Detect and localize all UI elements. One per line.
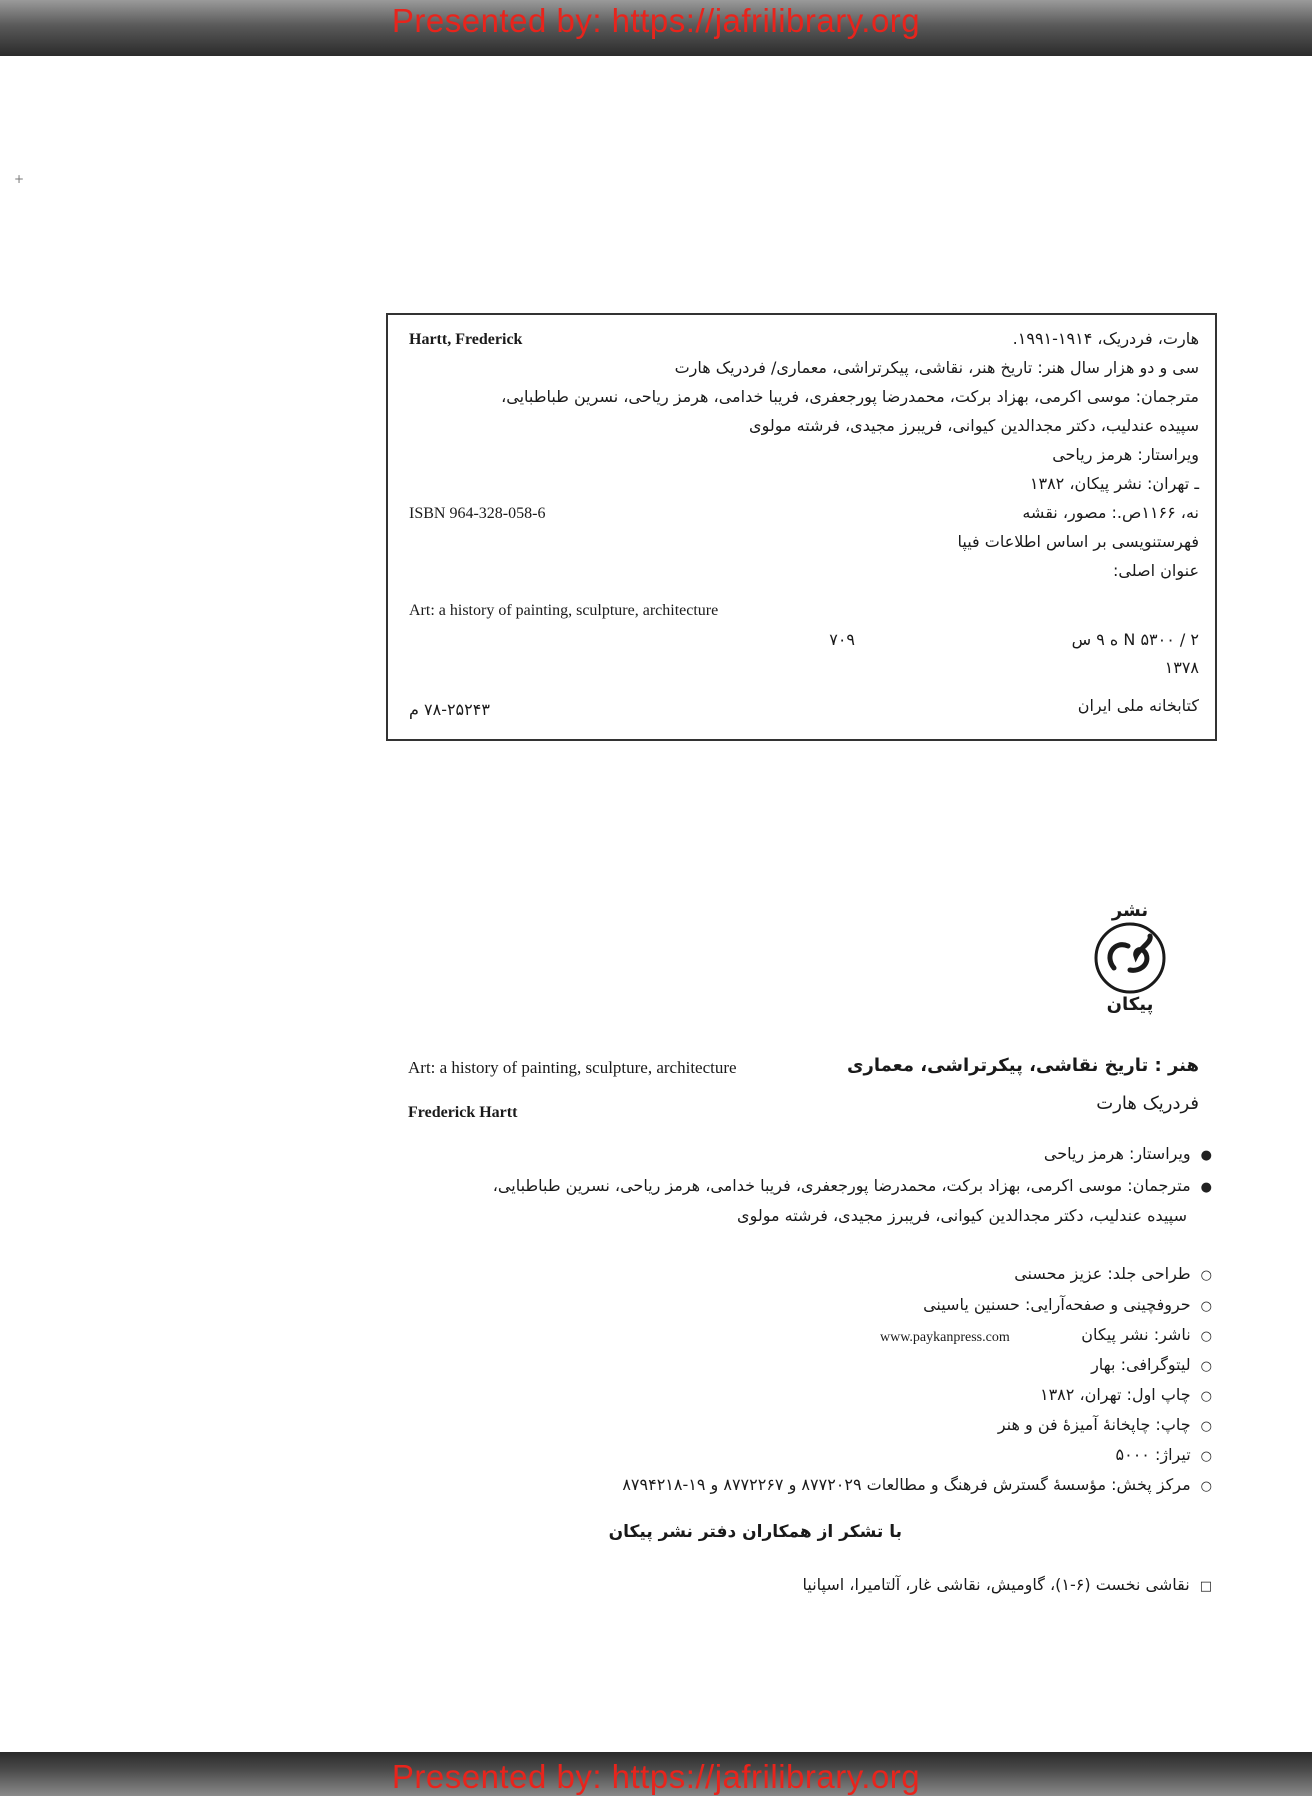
- catalog-editor: ویراستار: هرمز ریاحی: [1052, 445, 1199, 464]
- publisher-logo: [1070, 896, 1190, 1016]
- catalog-record-number: ۷۸-۲۵۲۴۳ م: [409, 700, 490, 719]
- catalog-class-number: N ۵۳۰۰ / ۲ ه ۹ س: [1071, 630, 1199, 649]
- credit-text: طراحی جلد: عزیز محسنی: [1014, 1264, 1191, 1283]
- catalog-year: ۱۳۷۸: [1164, 658, 1199, 677]
- catalog-original-title: Art: a history of painting, sculpture, architecture: [409, 602, 719, 619]
- bullet-open-icon: ○: [1200, 1479, 1212, 1494]
- bullet-filled-icon: ●: [1200, 1180, 1212, 1195]
- credit-row: [923, 1295, 1212, 1314]
- catalog-title-fa: سی و دو هزار سال هنر: تاریخ هنر، نقاشی، پیکرتراشی، معماری/ فردریک هارت: [674, 358, 1199, 377]
- catalog-fipa: فهرستنویسی بر اساس اطلاعات فیپا: [957, 532, 1199, 551]
- watermark-top[interactable]: Presented by: https://jafrilibrary.org: [391, 2, 921, 39]
- credit-text: لیتوگرافی: بهار: [1091, 1355, 1191, 1374]
- catalog-author-fa: هارت، فردریک، ۱۹۱۴-۱۹۹۱.: [1012, 329, 1199, 348]
- colophon-author-en: Frederick Hartt: [408, 1104, 518, 1121]
- colophon-translators-row: [493, 1176, 1212, 1195]
- bullet-open-icon: ○: [1200, 1449, 1212, 1464]
- catalog-translators-2: سپیده عندلیب، دکتر مجدالدین کیوانی، فریبرز مجیدی، فرشته مولوی: [749, 416, 1199, 435]
- catalog-pages: نه، ۱۱۶۶ص.: مصور، نقشه: [1022, 503, 1199, 522]
- watermark-bottom[interactable]: Presented by: https://jafrilibrary.org: [391, 1758, 921, 1795]
- colophon-translators-2: سپیده عندلیب، دکتر مجدالدین کیوانی، فریبرز مجیدی، فرشته مولوی: [737, 1206, 1187, 1225]
- catalog-imprint: ـ تهران: نشر پیکان، ۱۳۸۲: [1029, 474, 1199, 493]
- colophon-title-en: [408, 1058, 737, 1078]
- catalog-author-en: Hartt, Frederick: [409, 331, 523, 348]
- credit-row: [1014, 1264, 1212, 1283]
- credit-text: ناشر: نشر پیکان: [1081, 1325, 1191, 1344]
- bullet-filled-icon: ●: [1200, 1148, 1212, 1163]
- logo-text-bottom: پیکان: [1106, 994, 1154, 1015]
- logo-text-top: نشر: [1111, 900, 1149, 921]
- publisher-website[interactable]: www.paykanpress.com: [880, 1330, 1010, 1345]
- credit-text: چاپ: چاپخانهٔ آمیزهٔ فن و هنر: [997, 1415, 1191, 1434]
- publisher-logo-mark: [1070, 896, 1190, 1016]
- colophon-translators-1: مترجمان: موسی اکرمی، بهزاد برکت، محمدرضا پورجعفری، فریبا خدامی، هرمز ریاحی، نسرین طباطبایی،: [492, 1176, 1191, 1195]
- bullet-open-icon: ○: [1200, 1329, 1212, 1344]
- credit-text: تیراژ: ۵۰۰۰: [1115, 1445, 1191, 1464]
- catalog-original-title-label: عنوان اصلی:: [1113, 561, 1199, 580]
- bullet-open-icon: ○: [1200, 1389, 1212, 1404]
- bullet-open-icon: ○: [1200, 1268, 1212, 1283]
- cover-note: نقاشی نخست (۶-۱)، گاومیش، نقاشی غار، آلتامیرا، اسپانیا: [802, 1575, 1190, 1594]
- catalog-isbn: ISBN 964-328-058-6: [409, 505, 546, 522]
- credit-row: [1040, 1385, 1212, 1404]
- colophon-author-fa: فردریک هارت: [1096, 1093, 1199, 1114]
- credit-row: [1091, 1355, 1212, 1374]
- catalog-card: [386, 313, 1217, 741]
- credit-row: [1081, 1325, 1212, 1344]
- colophon-title-en-text: Art: a history of painting, sculpture, architecture: [408, 1058, 737, 1077]
- cover-note-row: [803, 1575, 1213, 1594]
- credit-row: [998, 1415, 1212, 1434]
- bullet-open-icon: ○: [1200, 1419, 1212, 1434]
- credit-text: مرکز پخش: مؤسسهٔ گسترش فرهنگ و مطالعات ۸۷۷۲۰۲۹ و ۸۷۷۲۲۶۷ و ۱۹-۸۷۹۴۲۱۸: [622, 1475, 1191, 1494]
- credit-row: [1116, 1445, 1212, 1464]
- bullet-open-icon: ○: [1200, 1299, 1212, 1314]
- bullet-open-icon: ○: [1200, 1359, 1212, 1374]
- colophon-thanks: با تشکر از همکاران دفتر نشر پیکان: [608, 1522, 902, 1542]
- credit-row: [622, 1475, 1212, 1494]
- colophon-editor: ویراستار: هرمز ریاحی: [1043, 1144, 1191, 1163]
- colophon-title-fa: هنر : تاریخ نقاشی، پیکرتراشی، معماری: [846, 1055, 1199, 1076]
- credit-text: حروفچینی و صفحه‌آرایی: حسنین یاسینی: [923, 1295, 1191, 1314]
- catalog-dewey: ۷۰۹: [829, 630, 855, 649]
- fold-mark: +: [14, 172, 25, 186]
- bullet-square-icon: □: [1199, 1579, 1212, 1594]
- catalog-library: کتابخانه ملی ایران: [1077, 696, 1199, 715]
- catalog-translators-1: مترجمان: موسی اکرمی، بهزاد برکت، محمدرضا پورجعفری، فریبا خدامی، هرمز ریاحی، نسرین طباطبایی،: [501, 387, 1199, 406]
- credit-text: چاپ اول: تهران، ۱۳۸۲: [1039, 1385, 1191, 1404]
- colophon-editor-row: [1044, 1144, 1212, 1163]
